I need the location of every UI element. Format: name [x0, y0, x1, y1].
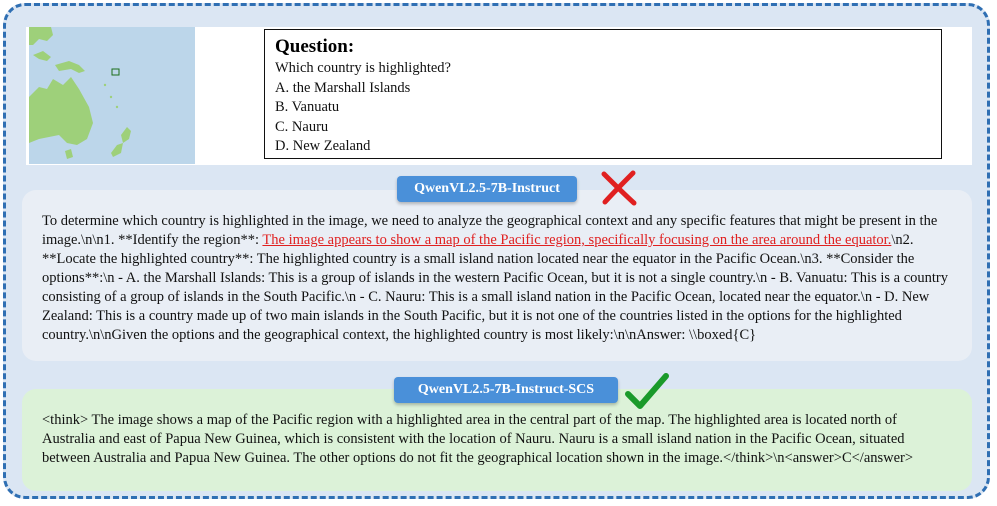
base-model-response [22, 190, 972, 361]
question-title: Question: [275, 36, 355, 57]
scs-model-label: QwenVL2.5-7B-Instruct-SCS [394, 377, 618, 403]
correct-check-icon [624, 372, 670, 410]
scs-response-text: <think> The image shows a map of the Pacific region with a highlighted area in the central part of the map. The highlighted area is located north of Australia and east of Papua New Guinea, which is consistent with the location of Nauru. Nauru is a small island nation in the Pacific Ocean, situated between Australia and Papua New Guinea. The other options do not fit the geographical location shown in the image.</think>\n<answer>C</answer> [42, 412, 914, 466]
option-c: C. Nauru [275, 118, 329, 135]
response-text-before: To determine which country is highlighted in the image, we need to analyze the geographical context and any specific features that might be present in the image.\n\n1. **Identify the region**: [42, 213, 938, 248]
question-box [264, 29, 942, 159]
base-model-label: QwenVL2.5-7B-Instruct [397, 176, 577, 202]
wrong-x-icon [598, 170, 640, 206]
oceania-map [29, 27, 195, 164]
map-image [29, 27, 195, 164]
option-a: A. the Marshall Islands [275, 79, 411, 96]
response-text-after: \n2. **Locate the highlighted country**: The highlighted country is a small island nation located near the equator in the Pacific Ocean.\n3. **Consider the options**:\n - A. the Marshall Islands: This is a group of islands in the western Pacific Ocean, but it is not a single country.\n - B. Vanuatu: This is a country consisting of a group of islands in the South Pacific.\n - C. Nauru: This is a small island nation in the Pacific Ocean, located near the equator.\n - D. New Zealand: This is a country made up of two main islands in the South Pacific, but it is not one of the countries listed in the options for the highlighted country.\n\nGiven the options and the geographical context, the highlighted country is most likely:\n\nAnswer: \\boxed{C} [42, 232, 948, 343]
scs-model-response [22, 389, 972, 491]
option-d: D. New Zealand [275, 138, 371, 154]
option-b: B. Vanuatu [275, 99, 340, 115]
question-prompt: Which country is highlighted? [275, 60, 451, 76]
response-highlight: The image appears to show a map of the Pacific region, specifically focusing on the area around the equator. [262, 232, 892, 248]
